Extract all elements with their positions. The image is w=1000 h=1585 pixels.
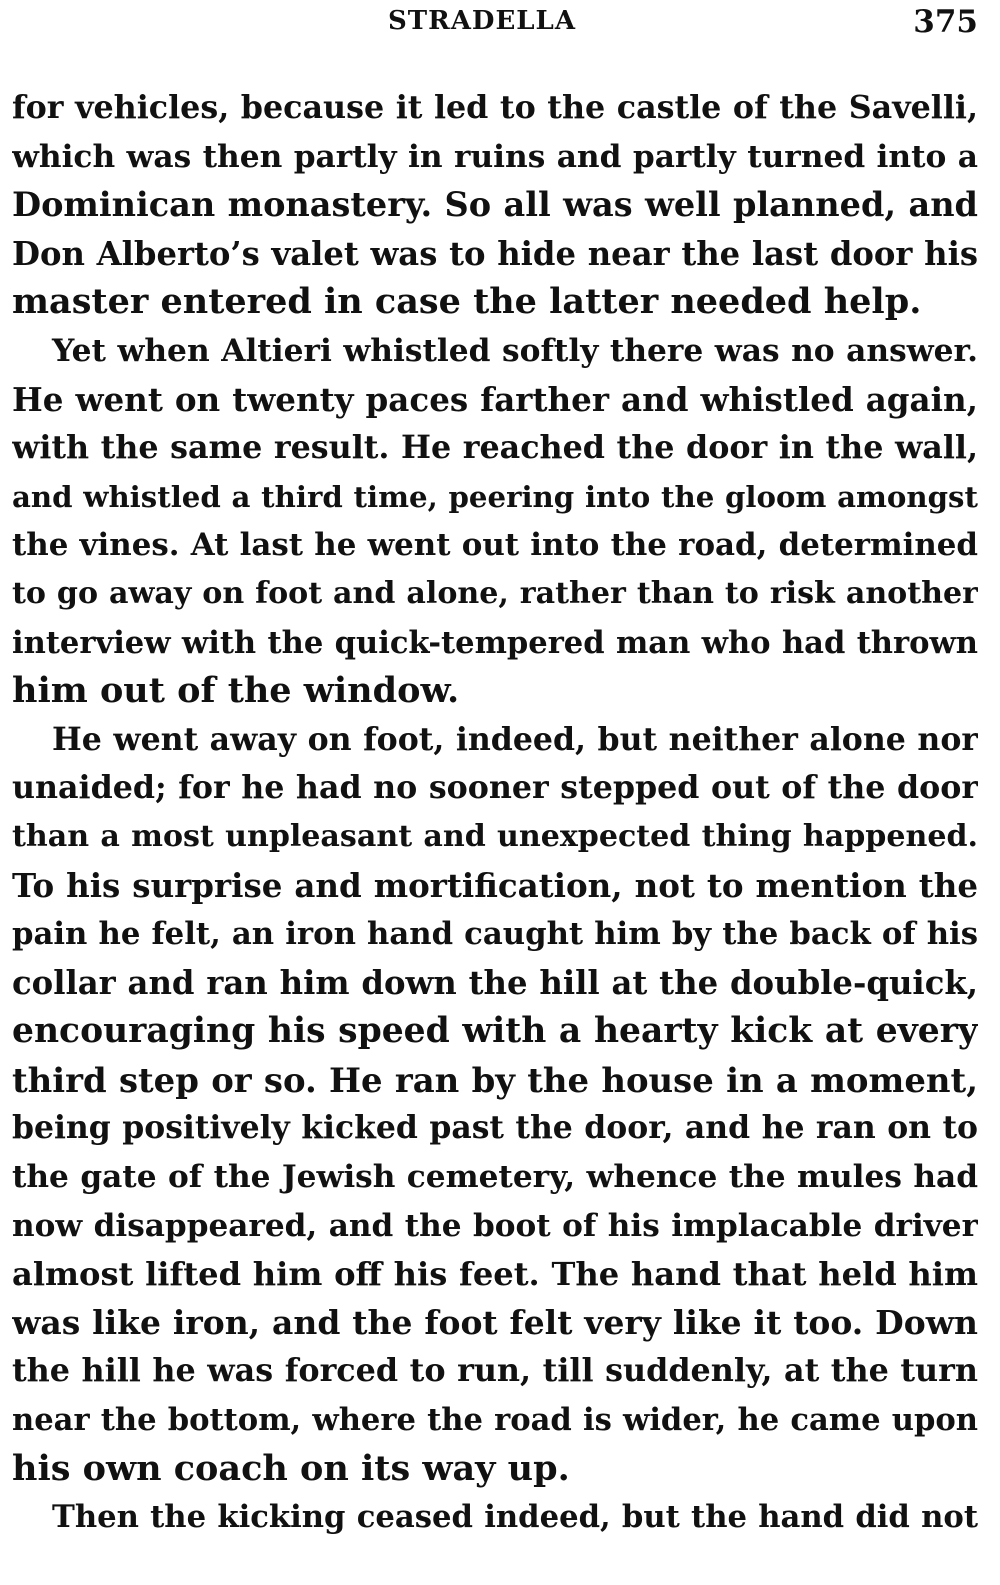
text-line: which was then partly in ruins and partly turned into a [12,138,978,175]
text-line: the hill he was forced to run, till suddenly, at the turn [12,1352,978,1390]
text-line: to go away on foot and alone, rather than to risk another [12,575,978,611]
paragraph-1 [12,84,978,327]
text-line: pain he felt, an iron hand caught him by the back of his [12,916,978,953]
text-line: and whistled a third time, peering into the gloom amongst [12,479,978,514]
body-text [12,84,978,1542]
paragraph-4 [12,1493,978,1542]
text-line: being positively kicked past the door, and he ran on to [12,1109,978,1147]
paragraph-3 [12,716,978,1494]
running-head [0,4,1000,44]
text-line: than a most unpleasant and unexpected thing happened. [12,818,978,854]
text-line: He went on twenty paces farther and whistled again, [12,379,978,419]
text-line: Don Alberto’s valet was to hide near the last door his [12,234,978,273]
text-line: the vines. At last he went out into the road, determined [12,527,978,564]
text-line: with the same result. He reached the door in the wall, [12,429,978,467]
text-line: To his surprise and mortification, not to mention the [12,865,978,905]
text-line: the gate of the Jewish cemetery, whence the mules had [12,1159,978,1196]
text-line: Then the kicking ceased indeed, but the hand did not [52,1499,978,1536]
text-line: third step or so. He ran by the house in a moment, [12,1059,978,1100]
text-line: interview with the quick-tempered man who had thrown [12,624,978,661]
page-number: 375 [913,4,978,40]
text-line: was like iron, and the foot felt very like it too. Down [12,1302,978,1342]
paragraph-2 [12,327,978,716]
text-line: Dominican monastery. So all was well planned, and [12,185,978,225]
text-line: him out of the window. [12,670,460,712]
text-line: encouraging his speed with a hearty kick at every [12,1011,978,1052]
text-line: Yet when Altieri whistled softly there was no answer. [52,332,978,369]
text-line: unaided; for he had no sooner stepped out of the door [12,769,978,807]
text-line: master entered in case the latter needed help. [12,281,922,323]
running-title: STRADELLA [388,6,577,36]
text-line: collar and ran him down the hill at the double-quick, [12,963,978,1002]
text-line: his own coach on its way up. [12,1447,570,1489]
text-line: near the bottom, where the road is wider, he came upon [12,1402,978,1439]
text-line: almost lifted him off his feet. The hand that held him [12,1255,978,1294]
text-line: for vehicles, because it led to the castle of the Savelli, [12,89,978,126]
text-line: He went away on foot, indeed, but neither alone nor [52,720,978,758]
text-line: now disappeared, and the boot of his implacable driver [12,1207,978,1244]
